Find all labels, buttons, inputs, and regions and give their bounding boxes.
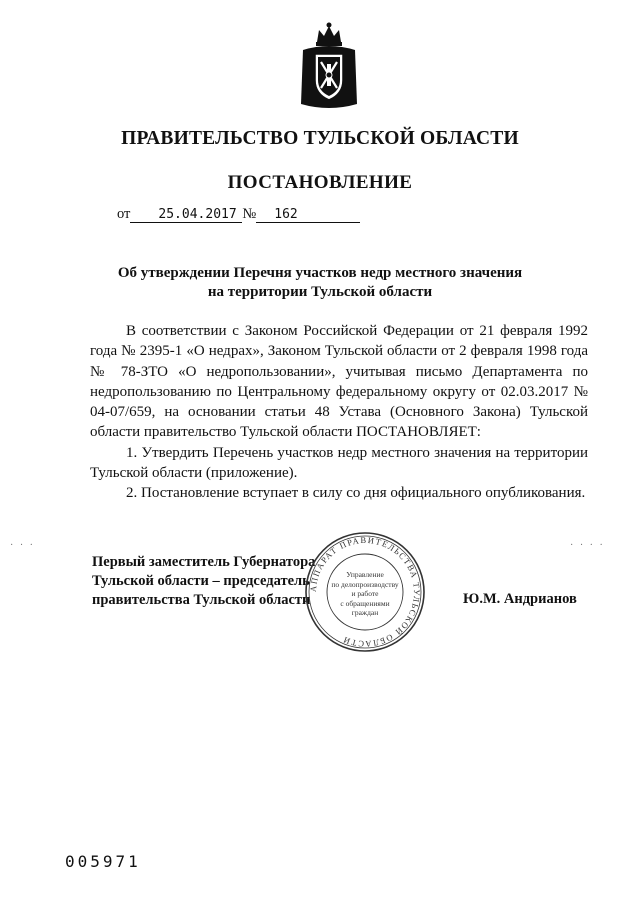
scan-artifact: · · · · bbox=[570, 540, 605, 551]
stamp-ring-text: АППАРАТ ПРАВИТЕЛЬСТВА ТУЛЬСКОЙ ОБЛАСТИ bbox=[307, 534, 423, 650]
stamp-center-line: граждан bbox=[351, 608, 379, 617]
body-paragraph-preamble: В соответствии с Законом Российской Федерации от 21 февраля 1992 года № 2395-1 «О недрах», Законом Тульской области от 2 февраля 1998 года № 78-ЗТО «О недропользовании», учитывая письмо Департамента по недропользованию по Центральному федеральному округу от 02.03.2017 № 04-07/659, на основании статьи 48 Устава (Основного Закона) Тульской области правительство Тульской области ПОСТАНОВЛЯЕТ: bbox=[90, 323, 588, 441]
subject-line-1: Об утверждении Перечня участков недр местного значения bbox=[117, 265, 523, 281]
stamp-center-line: Управление bbox=[346, 570, 384, 579]
stamp-center-line: по делопроизводству bbox=[331, 579, 399, 589]
document-subject bbox=[0, 264, 640, 302]
scan-artifact: · · · bbox=[10, 540, 35, 551]
stamp-center-line: и работе bbox=[351, 589, 379, 598]
document-date: 25.04.2017 bbox=[130, 207, 242, 223]
stamp-center-line: с обращениями bbox=[340, 598, 390, 608]
signer-position-line-3: правительства Тульской области bbox=[92, 592, 311, 608]
document-date-number-line bbox=[117, 206, 360, 223]
body-item-1: 1. Утвердить Перечень участков недр местного значения на территории Тульской области (приложение). bbox=[90, 444, 588, 482]
document-body bbox=[90, 321, 588, 504]
signer-name: Ю.М. Андрианов bbox=[463, 591, 577, 607]
coat-of-arms-emblem bbox=[297, 20, 361, 110]
document-type-title: ПОСТАНОВЛЕНИЕ bbox=[227, 172, 413, 193]
document-number: 162 bbox=[256, 207, 360, 223]
subject-line-2: на территории Тульской области bbox=[207, 284, 433, 300]
government-title: ПРАВИТЕЛЬСТВО ТУЛЬСКОЙ ОБЛАСТИ bbox=[121, 128, 519, 149]
stamp-center-text bbox=[318, 570, 412, 618]
body-item-2: 2. Постановление вступает в силу со дня официального опубликования. bbox=[126, 485, 586, 502]
date-label: от bbox=[117, 206, 131, 222]
signer-position-line-2: Тульской области – председатель bbox=[92, 573, 310, 589]
signer-position-line-1: Первый заместитель Губернатора bbox=[92, 554, 316, 570]
serial-number: 005971 bbox=[65, 852, 141, 871]
signer-position bbox=[92, 553, 332, 610]
number-label: № bbox=[242, 206, 257, 222]
